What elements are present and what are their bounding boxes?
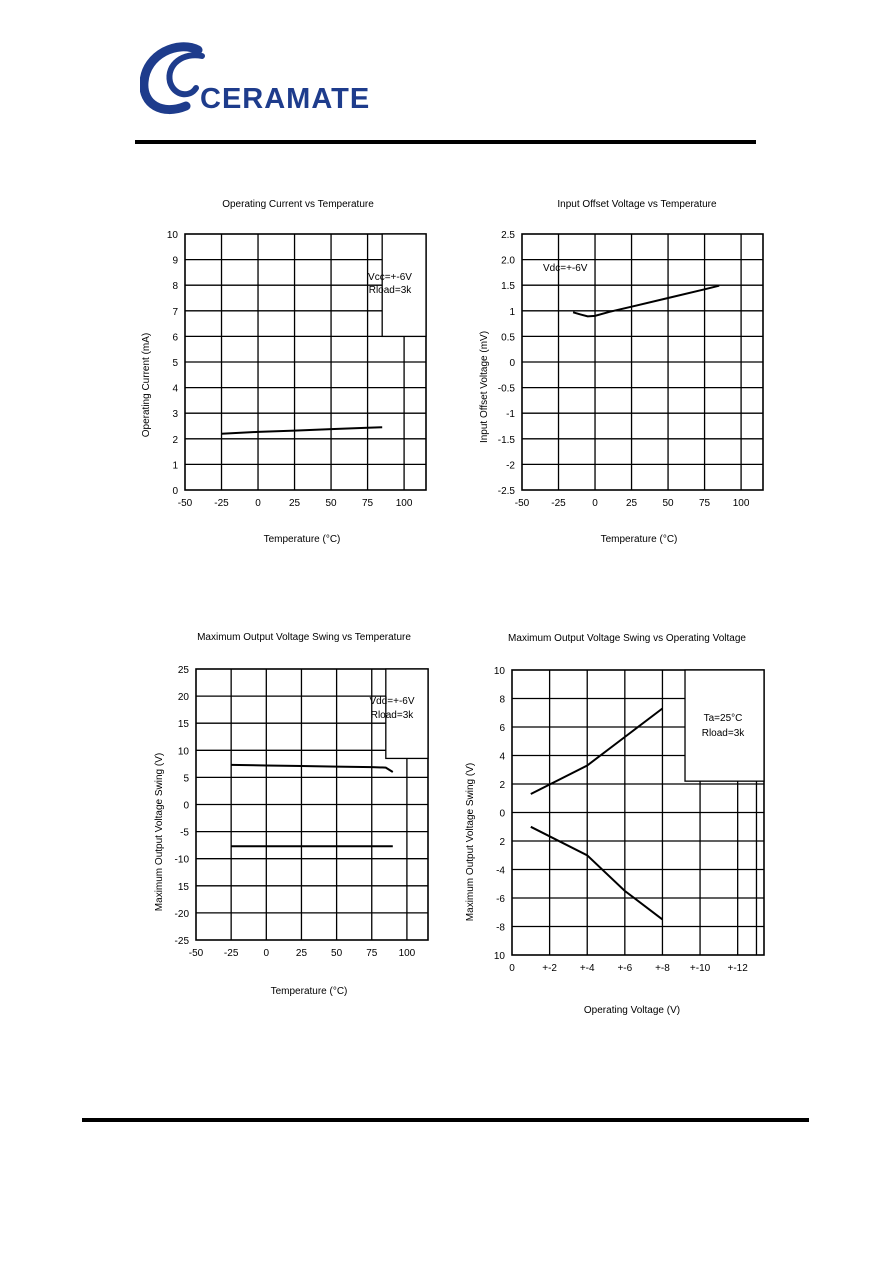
y-tick-label: 0 bbox=[172, 486, 178, 497]
y-tick-label: 0 bbox=[509, 358, 515, 369]
x-axis-label: Temperature (°C) bbox=[270, 986, 348, 997]
x-tick-label: 75 bbox=[366, 948, 378, 959]
y-tick-label: -2 bbox=[506, 460, 515, 472]
y-tick-label: 1 bbox=[172, 460, 178, 472]
y-tick-label: -0.5 bbox=[497, 383, 515, 395]
y-tick-label: -2.5 bbox=[497, 486, 515, 497]
annotation-text: Rload=3k bbox=[701, 728, 745, 739]
y-tick-label: -25 bbox=[174, 936, 189, 947]
y-tick-label: 2 bbox=[172, 434, 178, 446]
x-axis-label: Temperature (°C) bbox=[263, 534, 341, 545]
series-line-1 bbox=[531, 709, 663, 795]
y-tick-label: 1.5 bbox=[501, 281, 515, 293]
x-tick-label: 50 bbox=[662, 498, 674, 509]
y-axis-label: Input Offset Voltage (mV) bbox=[479, 330, 490, 444]
annotation-text: Vcc=+-6V bbox=[368, 272, 412, 283]
chart-title: Maximum Output Voltage Swing vs Operating Voltage bbox=[508, 633, 746, 644]
y-axis-label: Maximum Output Voltage Swing (V) bbox=[465, 762, 476, 922]
y-tick-label: -1 bbox=[506, 409, 515, 421]
x-tick-label: -25 bbox=[551, 498, 566, 509]
y-tick-label: 0 bbox=[499, 808, 505, 820]
x-tick-label: 100 bbox=[398, 948, 416, 959]
y-tick-label: 4 bbox=[499, 751, 505, 763]
y-tick-label: -1.5 bbox=[497, 434, 515, 446]
annotation-text: Rload=3k bbox=[370, 710, 414, 721]
x-tick-label: -50 bbox=[188, 948, 204, 959]
annotation-text: Rload=3k bbox=[368, 285, 412, 296]
y-tick-label: 10 bbox=[177, 746, 189, 758]
x-tick-label: +-8 bbox=[655, 963, 670, 974]
x-tick-label: 25 bbox=[625, 498, 638, 509]
y-tick-label: -10 bbox=[174, 854, 189, 866]
x-tick-label: +-6 bbox=[617, 963, 633, 974]
y-tick-label: 6 bbox=[172, 332, 178, 344]
x-tick-label: 75 bbox=[699, 498, 711, 509]
chart-annotation bbox=[685, 670, 764, 781]
y-tick-label: 8 bbox=[172, 281, 178, 293]
y-tick-label: 10 bbox=[493, 951, 505, 962]
y-tick-label: -20 bbox=[174, 908, 189, 920]
x-tick-label: 50 bbox=[325, 498, 337, 509]
y-tick-label: 20 bbox=[177, 692, 189, 704]
y-tick-label: 0.5 bbox=[501, 332, 515, 344]
y-tick-label: 1 bbox=[509, 306, 515, 318]
chart-title: Maximum Output Voltage Swing vs Temperature bbox=[197, 632, 411, 643]
x-tick-label: 25 bbox=[295, 948, 308, 959]
x-tick-label: +-2 bbox=[542, 963, 557, 974]
y-tick-label: 4 bbox=[172, 383, 178, 395]
annotation-text: Ta=25°C bbox=[703, 713, 743, 724]
y-tick-label: 10 bbox=[493, 666, 505, 677]
x-tick-label: 0 bbox=[263, 948, 270, 959]
x-tick-label: 0 bbox=[255, 498, 261, 509]
legend-box bbox=[685, 670, 764, 781]
y-tick-label: 5 bbox=[172, 358, 178, 369]
y-tick-label: 25 bbox=[177, 665, 189, 676]
brand-name: CERAMATE bbox=[200, 83, 371, 115]
y-tick-label: 7 bbox=[172, 306, 178, 318]
y-tick-label: 15 bbox=[177, 719, 189, 731]
x-tick-label: 100 bbox=[732, 498, 750, 509]
chart-series bbox=[531, 709, 663, 920]
y-axis-label: Maximum Output Voltage Swing (V) bbox=[154, 752, 165, 912]
x-axis-label: Operating Voltage (V) bbox=[583, 1005, 681, 1016]
y-tick-label: 2.0 bbox=[501, 255, 515, 267]
chart-title: Operating Current vs Temperature bbox=[222, 199, 374, 210]
y-tick-label: 2 bbox=[499, 837, 505, 848]
x-tick-label: 0 bbox=[592, 498, 598, 509]
x-tick-label: -50 bbox=[514, 498, 530, 509]
x-tick-label: 75 bbox=[362, 498, 374, 509]
x-tick-label: +-12 bbox=[727, 963, 748, 974]
y-tick-label: 6 bbox=[499, 723, 505, 734]
y-tick-label: 3 bbox=[172, 409, 178, 421]
x-tick-label: 50 bbox=[331, 948, 343, 959]
annotation-text: Vdd=+-6V bbox=[369, 696, 415, 707]
x-axis-label: Temperature (°C) bbox=[600, 534, 678, 545]
y-tick-label: -5 bbox=[180, 827, 189, 839]
y-tick-label: -6 bbox=[496, 894, 505, 905]
y-tick-label: 5 bbox=[183, 773, 189, 785]
x-tick-label: 0 bbox=[509, 963, 515, 974]
annotation-text: Vdc=+-6V bbox=[543, 263, 588, 274]
y-tick-label: 15 bbox=[177, 881, 189, 893]
y-tick-label: 0 bbox=[183, 800, 189, 812]
x-tick-label: -25 bbox=[214, 498, 229, 509]
chart-title: Input Offset Voltage vs Temperature bbox=[557, 199, 717, 210]
x-tick-label: -25 bbox=[223, 948, 239, 959]
x-tick-label: +-4 bbox=[579, 963, 595, 974]
y-tick-label: 2.5 bbox=[501, 230, 515, 241]
y-tick-label: 9 bbox=[172, 255, 178, 267]
x-tick-label: +-10 bbox=[689, 963, 711, 974]
y-axis-label: Operating Current (mA) bbox=[141, 332, 152, 438]
y-tick-label: -4 bbox=[496, 865, 505, 877]
y-tick-label: 8 bbox=[499, 694, 505, 706]
y-tick-label: -8 bbox=[496, 922, 505, 934]
x-tick-label: 25 bbox=[288, 498, 301, 509]
y-tick-label: 2 bbox=[499, 780, 505, 791]
x-tick-label: 100 bbox=[395, 498, 413, 509]
x-tick-label: -50 bbox=[177, 498, 193, 509]
y-tick-label: 10 bbox=[166, 230, 178, 241]
